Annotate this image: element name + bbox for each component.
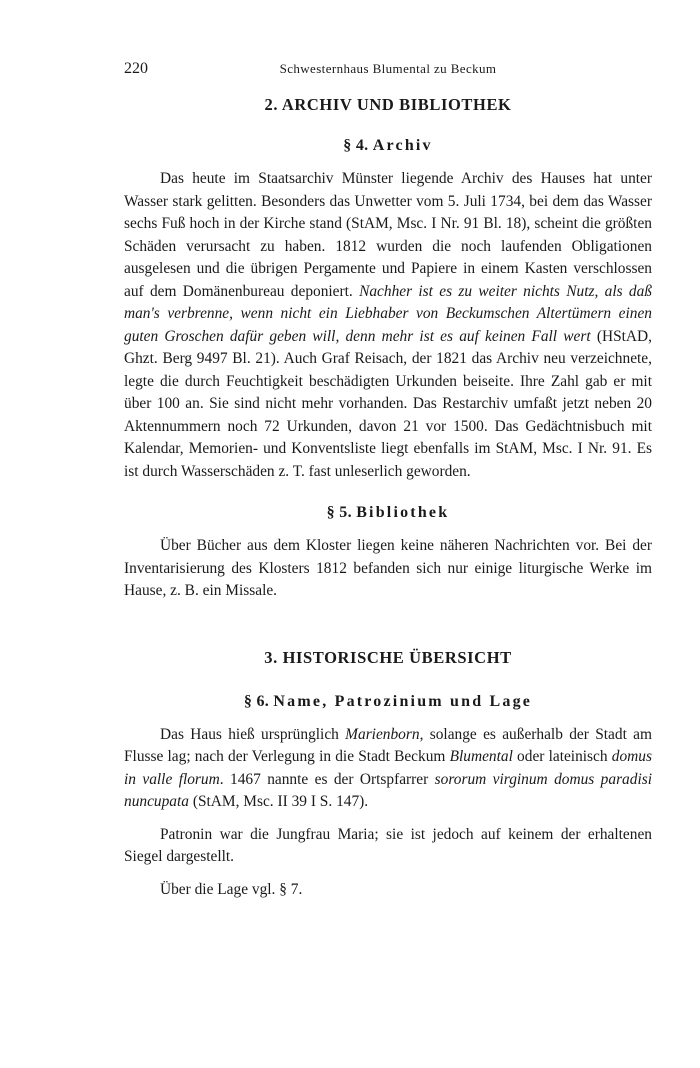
paragraph-name	[124, 724, 652, 814]
paragraph-patronin: Patronin war die Jungfrau Maria; sie ist jedoch auf keinem der erhaltenen Siegel dargestellt.	[124, 825, 652, 865]
page-number: 220	[124, 60, 148, 77]
italic-term: sororum virginum domus paradisi nuncupata	[124, 770, 652, 810]
section-number: § 5.	[326, 504, 352, 521]
paragraph-text: Das heute im Staatsarchiv Münster liegende Archiv des Hauses hat unter Wasser stark gelitten. Besonders das Unwetter vom 5. Juli 1734, bei dem das Wasser sechs Fuß hoch in der Kirche stand (StAM, Msc. I Nr. 91 Bl. 18), scheint die größten Schäden verursacht zu haben. 1812 wurden die noch laufenden Obligationen ausgelesen und die übrigen Pergamente und Papiere in einem Kasten verschlossen auf dem Domänenbureau deponiert.	[124, 170, 652, 300]
running-title: Schwesternhaus Blumental zu Beckum	[279, 61, 497, 76]
quotation-text: Nachher ist es zu weiter nichts Nutz, als daß man's verbrenne, wenn nicht ein Liebhaber von Beckumschen Altertümern einen guten Groschen dafür geben will, denn mehr ist es auf keinen Fall wert	[124, 282, 652, 345]
section-number: § 6.	[243, 692, 270, 710]
section-title: Bibliothek	[356, 504, 450, 521]
section-heading-name-patrozinium-lage	[124, 690, 652, 714]
paragraph-bibliothek: Über Bücher aus dem Kloster liegen keine näheren Nachrichten vor. Bei der Inventarisierung des Klosters 1812 befanden sich nur einige liturgische Werke im Hause, z. B. ein Missale.	[124, 537, 652, 599]
section-title: Name, Patrozinium und Lage	[273, 692, 533, 710]
paragraph-text: (HStAD, Ghzt. Berg 9497 Bl. 21). Auch Graf Reisach, der 1821 das Archiv neu verzeichnete, legte die durch Feuchtigkeit beschädigten Urkunden beiseite. Ihre Zahl gab er mit über 100 an. Sie sind nicht mehr vorhanden. Das Restarchiv umfaßt jetzt neben 20 Aktennummern noch 72 Urkunden, davon 21 vor 1500. Das Gedächtnisbuch mit Kalendar, Memorien- und Konventsliste liegt ebenfalls im StAM, Msc. I Nr. 91. Es ist durch Wasserschäden z. T. fast unleserlich geworden.	[124, 327, 652, 480]
paragraph-archiv	[124, 168, 652, 483]
chapter-heading-archiv-bibliothek: 2. ARCHIV UND BIBLIOTHEK	[264, 95, 512, 114]
section-heading-archiv	[124, 134, 652, 158]
paragraph-text: oder lateinisch	[517, 748, 608, 765]
section-number: § 4.	[343, 137, 369, 154]
paragraph-text: Das Haus hieß ursprünglich	[160, 725, 339, 743]
paragraph-lage: Über die Lage vgl. § 7.	[160, 880, 303, 898]
chapter-heading-historische-uebersicht: 3. HISTORISCHE ÜBERSICHT	[264, 647, 512, 667]
italic-term: Marienborn	[345, 725, 420, 743]
running-head	[124, 60, 652, 82]
italic-term: domus in valle florum	[124, 748, 652, 788]
section-heading-bibliothek	[124, 501, 652, 525]
paragraph-text: (StAM, Msc. II 39 I S. 147).	[192, 793, 369, 810]
page-content	[124, 93, 652, 901]
paragraph-text: . 1467 nannte es der Ortspfarrer	[219, 770, 429, 788]
italic-term: Blumental	[449, 748, 513, 765]
section-title: Archiv	[372, 137, 433, 154]
paragraph-text: , solange es außerhalb der Stadt am Flusse lag; nach der Verlegung in die Stadt Beckum	[124, 725, 652, 765]
